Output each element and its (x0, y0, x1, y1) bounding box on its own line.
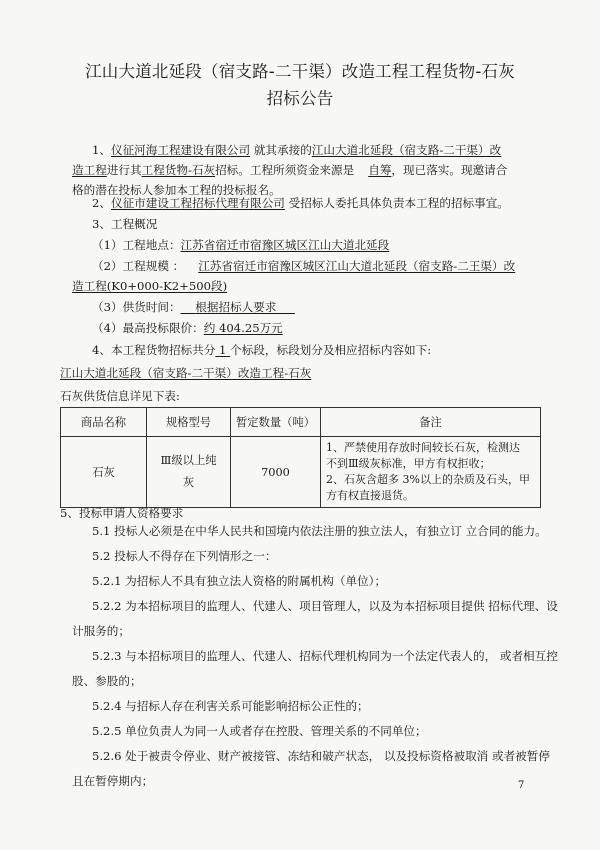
col-header-qty: 暂定数量（吨） (231, 408, 321, 437)
intro-prefix: 1、 (92, 143, 111, 157)
agency-prefix: 2、 (92, 196, 111, 210)
qual-5-1: 5.1 投标人必须是在中华人民共和国境内依法注册的独立法人，有独立订 立合同的能力。 (92, 524, 547, 538)
intro-line-3: 格的潜在投标人参加本工程的投标报名。 (72, 183, 281, 197)
qual-5-2-4: 5.2.4 与招标人存在利害关系可能影响招标公正性的； (92, 699, 369, 713)
intro-text-4: ，现已落实。现邀请合 (391, 163, 508, 177)
scale-label: （2）工程规模 ： (92, 259, 185, 273)
intro-text-2: 进行其 (106, 163, 142, 177)
qual-5-2-3: 5.2.3 与本招标项目的监理人、代建人、招标代理机构同为一个法定代表人的， 或者相互控 (92, 649, 558, 663)
qual-5-2: 5.2 投标人不得存在下列情形之一： (92, 549, 277, 563)
qual-5-2-2: 5.2.2 为本招标项目的监理人、代建人、项目管理人，以及为本招标项目提供 招标代理、设 (92, 599, 558, 613)
overview-heading: 3、工程概况 (92, 217, 158, 231)
price-line (92, 318, 540, 338)
location-value: 江苏省宿迁市宿豫区城区江山大道北延段 (180, 238, 390, 252)
delivery-value: 根据招标人要求 (195, 300, 277, 314)
intro-line-1 (92, 140, 540, 160)
page-title: 江山大道北延段（宿支路-二干渠）改造工程工程货物-石灰 (85, 62, 515, 81)
agency-name: 仪征市建设工程招标代理有限公司 (110, 196, 285, 210)
intro-text-3: 招标。工程所须资金来源是 (215, 163, 355, 177)
qual-5-2-1: 5.2.1 为招标人不具有独立法人资格的附属机构（单位）； (92, 574, 387, 588)
location-line (92, 235, 540, 255)
delivery-label: （3）供货时间： (92, 300, 181, 314)
col-header-remark: 备注 (321, 408, 541, 437)
delivery-line (92, 297, 540, 317)
col-header-spec: 规格型号 (147, 408, 231, 437)
price-value: 约 404.25万元 (203, 321, 283, 335)
remark-line-2: 不到Ⅲ级灰标准，甲方有权拒收； (326, 457, 491, 470)
project-name: 江山大道北延段（宿支路-二干渠）改 (311, 143, 502, 157)
price-label: （4）最高投标限价： (92, 321, 204, 335)
qualification-heading: 5、投标申请人资格要求 (60, 506, 184, 520)
col-header-name: 商品名称 (61, 408, 147, 437)
qual-5-2-3-cont: 股、参股的； (72, 674, 142, 688)
agency-text: 受招标人委托具体负责本工程的招标事宜。 (288, 196, 509, 210)
cell-remark (321, 437, 541, 508)
scale-value-cont: 造工程(K0+000-K2+500段) (72, 279, 228, 293)
lots-count: 1 (219, 343, 227, 357)
qual-5-2-6: 5.2.6 处于被责令停业、财产被接管、冻结和破产状态， 以及投标资格被取消 或者被暂停 (92, 749, 550, 763)
lots-prefix: 4、本工程货物招标共分 (92, 343, 216, 357)
table-caption: 石灰供货信息详见下表: (60, 389, 180, 403)
qual-5-2-2-cont: 计服务的； (72, 624, 130, 638)
tenderee-name: 仪征河海工程建设有限公司 (110, 143, 251, 157)
cell-spec-line2: 灰 (182, 476, 195, 489)
intro-line-2 (72, 160, 540, 180)
table-header-row (61, 408, 541, 437)
lots-suffix: 个标段，标段划分及相应招标内容如下: (230, 343, 432, 357)
delivery-value-wrap (181, 300, 295, 314)
project-name-cont: 造工程 (72, 163, 107, 177)
scale-line-2 (72, 276, 540, 296)
qual-5-2-6-cont: 且在暂停期内； (72, 774, 154, 788)
fund-source: 自筹 (368, 163, 392, 177)
table-row (61, 437, 541, 508)
cell-spec-line1: Ⅲ级以上纯 (160, 454, 217, 467)
lots-count-wrap (215, 343, 230, 357)
cell-spec (147, 437, 231, 508)
remark-line-4: 方有权直接退货。 (326, 489, 414, 502)
page-subtitle: 招标公告 (266, 89, 334, 108)
lots-line (92, 340, 540, 360)
section-title-text: 江山大道北延段（宿支路-二干渠）改造工程-石灰 (60, 366, 312, 380)
scale-line (92, 256, 540, 276)
cell-qty: 7000 (231, 437, 321, 508)
goods-name: 工程货物-石灰 (141, 163, 216, 177)
intro-text-1: 就其承接的 (253, 143, 312, 157)
scale-value: 江苏省宿迁市宿豫区城区江山大道北延段（宿支路-二王渠）改 (198, 259, 516, 273)
remark-line-3: 2、石灰含超多 3%以上的杂质及石头，甲 (326, 473, 530, 486)
qual-5-2-5: 5.2.5 单位负责人为同一人或者存在控股、管理关系的不同单位； (92, 724, 427, 738)
location-label: （1）工程地点： (92, 238, 181, 252)
agency-line (92, 193, 540, 213)
cell-name: 石灰 (61, 437, 147, 508)
section-title (60, 363, 540, 383)
page-number: 7 (518, 780, 525, 791)
goods-table (60, 407, 541, 508)
remark-line-1: 1、严禁使用存放时间较长石灰，检测达 (326, 441, 520, 454)
